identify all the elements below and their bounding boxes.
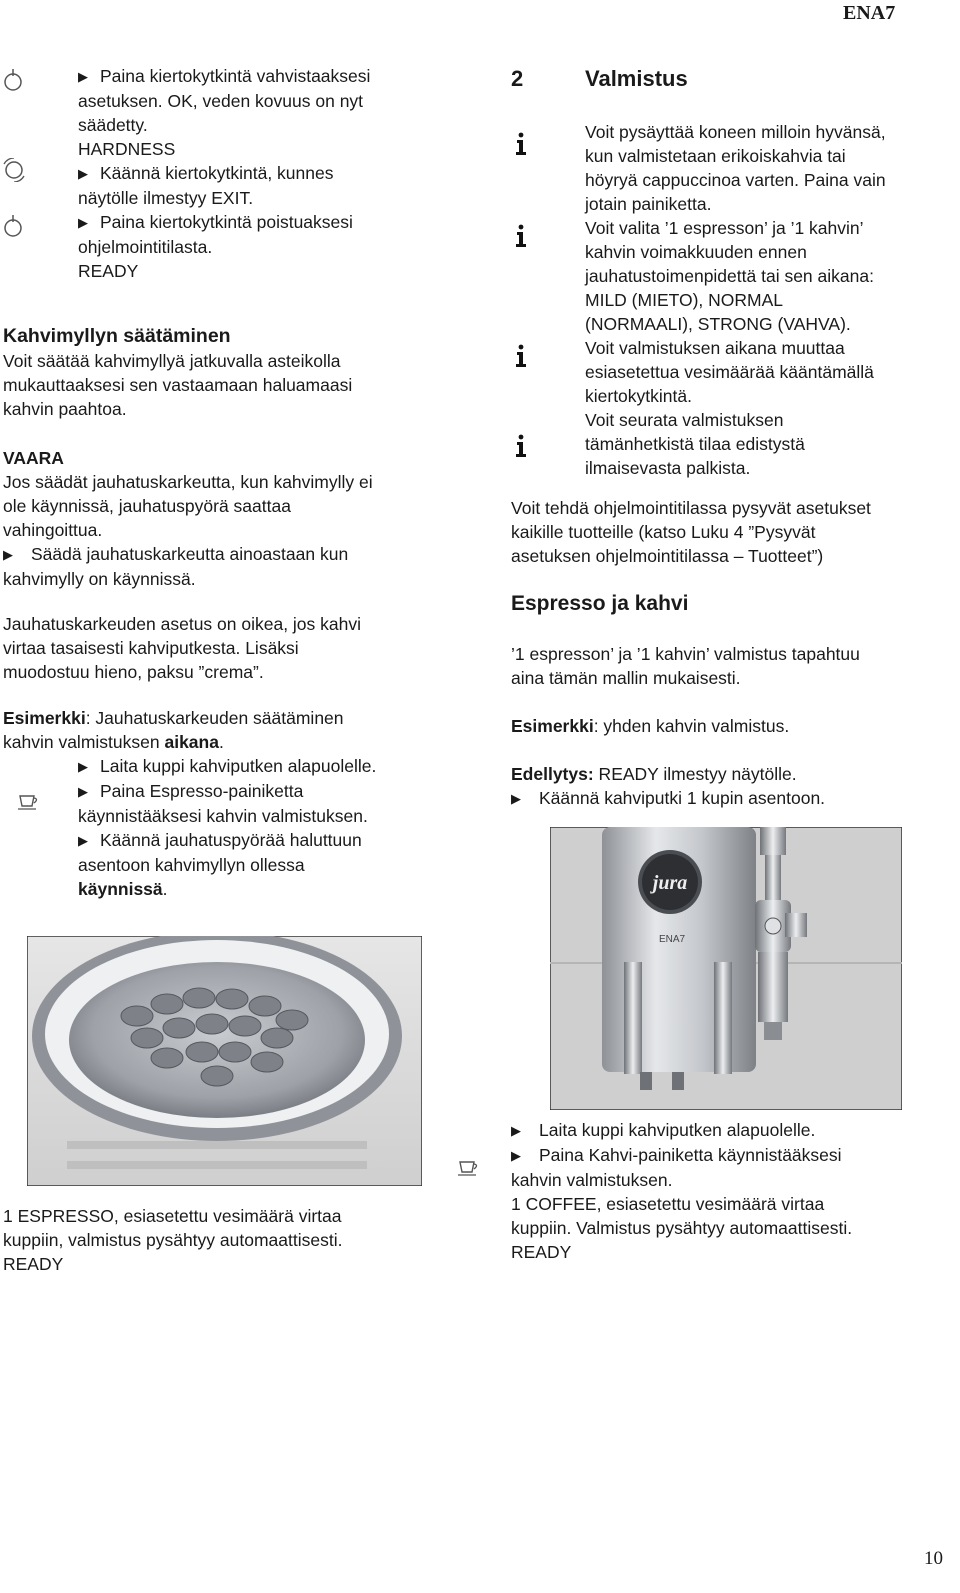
info-line: kun valmistetaan erikoiskahvia tai bbox=[585, 146, 846, 166]
info-line: MILD (MIETO), NORMAL bbox=[585, 290, 784, 310]
step-line: 1 COFFEE, esiasetettu vesimäärä virtaa bbox=[511, 1194, 825, 1214]
arrow-icon: ▶ bbox=[511, 1123, 521, 1138]
example-steps bbox=[78, 754, 458, 901]
step-line: ▶ Paina kiertokytkintä vahvistaaksesi bbox=[78, 64, 448, 89]
grinder-photo bbox=[27, 936, 422, 1186]
step-line: ▶ Käännä kahviputki 1 kupin asentoon. bbox=[511, 786, 951, 811]
step-line: ▶ Paina Kahvi-painiketta käynnistääksesi bbox=[511, 1143, 951, 1168]
step-line: kahvin valmistuksen. bbox=[511, 1170, 673, 1190]
info-line: jotain painiketta. bbox=[585, 194, 712, 214]
step-line: asetuksen. OK, veden kovuus on nyt bbox=[78, 91, 364, 111]
page-number: 10 bbox=[924, 1548, 943, 1569]
caption-line: kuppiin, valmistus pysähtyy automaattisesti. bbox=[3, 1230, 343, 1250]
paragraph-line: ’1 espresson’ ja ’1 kahvin’ valmistus tapahtuu bbox=[511, 644, 860, 664]
info-icon bbox=[513, 434, 529, 458]
info-line: (NORMAALI), STRONG (VAHVA). bbox=[585, 314, 851, 334]
section-number: 2 bbox=[511, 66, 524, 91]
info-icon bbox=[513, 344, 529, 368]
rotary-turn-icon bbox=[2, 158, 28, 182]
info-icon bbox=[513, 224, 529, 248]
info-line: esiasetettua vesimäärää kääntämällä bbox=[585, 362, 874, 382]
step-line: ohjelmointitilasta. bbox=[78, 237, 213, 257]
info-line: Voit valmistuksen aikana muuttaa bbox=[585, 338, 845, 358]
coffee-machine-photo bbox=[550, 827, 902, 1110]
step-line: ▶ Laita kuppi kahviputken alapuolelle. bbox=[78, 754, 458, 779]
espresso-title: Espresso ja kahvi bbox=[511, 592, 689, 615]
arrow-icon: ▶ bbox=[78, 784, 88, 799]
paragraph-line: ole käynnissä, jauhatuspyörä saattaa bbox=[3, 496, 291, 516]
step-line: ▶ Paina Espresso-painiketta bbox=[78, 779, 458, 804]
display-text: READY bbox=[511, 1242, 572, 1262]
paragraph-line: Jauhatuskarkeuden asetus on oikea, jos kahvi bbox=[3, 614, 362, 634]
paragraph-line: mukauttaaksesi sen vastaamaan haluamaasi bbox=[3, 375, 353, 395]
ena-label: ENA7 bbox=[658, 934, 686, 945]
info-line: tämänhetkistä tilaa edistystä bbox=[585, 434, 805, 454]
info-line: jauhatustoimenpidettä tai sen aikana: bbox=[585, 266, 874, 286]
warning-title: VAARA bbox=[3, 448, 64, 468]
caption-line: 1 ESPRESSO, esiasetettu vesimäärä virtaa bbox=[3, 1206, 342, 1226]
paragraph-line: muodostuu hieno, paksu ”crema”. bbox=[3, 662, 264, 682]
coffee-steps bbox=[511, 1118, 951, 1264]
paragraph-line: virtaa tasaisesti kahviputkesta. Lisäksi bbox=[3, 638, 299, 658]
step-line: käynnissä. bbox=[78, 879, 168, 899]
info-line: Voit pysäyttää koneen milloin hyvänsä, bbox=[585, 122, 886, 142]
info-line: kahvin voimakkuuden ennen bbox=[585, 242, 807, 262]
cup-icon bbox=[16, 790, 42, 814]
example-line: Esimerkki: yhden kahvin valmistus. bbox=[511, 716, 790, 736]
info-line: höyryä cappuccinoa varten. Paina vain bbox=[585, 170, 886, 190]
paragraph-line: kahvin paahtoa. bbox=[3, 399, 127, 419]
prereq-line: Edellytys: READY ilmestyy näytölle. bbox=[511, 764, 797, 784]
step-line: säädetty. bbox=[78, 115, 148, 135]
step-line: ▶ Käännä jauhatuspyörää haluttuun bbox=[78, 828, 458, 853]
step-line: ▶ Paina kiertokytkintä poistuaksesi bbox=[78, 210, 448, 235]
step-line: ▶ Säädä jauhatuskarkeutta ainoastaan kun bbox=[3, 542, 453, 567]
example-section bbox=[3, 706, 453, 754]
paragraph-line: Esimerkki: Jauhatuskarkeuden säätäminen bbox=[3, 708, 344, 728]
info-line: kiertokytkintä. bbox=[585, 386, 692, 406]
espresso-caption bbox=[3, 1204, 453, 1276]
paragraph-line: asetuksen ohjelmointitilassa – Tuotteet”) bbox=[511, 546, 824, 566]
paragraph-line: kahvin valmistuksen aikana. bbox=[3, 732, 224, 752]
info-line: Voit seurata valmistuksen bbox=[585, 410, 784, 430]
section-title: Kahvimyllyn säätäminen bbox=[3, 325, 231, 347]
info-icon bbox=[513, 132, 529, 156]
paragraph-line: kaikille tuotteille (katso Luku 4 ”Pysyvät bbox=[511, 522, 816, 542]
paragraph-line: Jos säädät jauhatuskarkeutta, kun kahvimylly ei bbox=[3, 472, 373, 492]
arrow-icon: ▶ bbox=[511, 791, 521, 806]
arrow-icon: ▶ bbox=[78, 69, 88, 84]
rotary-press-icon bbox=[2, 68, 28, 92]
rotary-press-icon bbox=[2, 214, 28, 238]
step-line: käynnistääksesi kahvin valmistuksen. bbox=[78, 806, 368, 826]
espresso-paragraph bbox=[511, 642, 951, 690]
arrow-icon: ▶ bbox=[78, 759, 88, 774]
display-text: READY bbox=[78, 261, 139, 281]
arrow-icon: ▶ bbox=[511, 1148, 521, 1163]
paragraph-line: aina tämän mallin mukaisesti. bbox=[511, 668, 741, 688]
cup-icon bbox=[456, 1156, 482, 1180]
warning-section bbox=[3, 446, 453, 591]
info-line: ilmaisevasta palkista. bbox=[585, 458, 751, 478]
arrow-icon: ▶ bbox=[78, 166, 88, 181]
settings-paragraph bbox=[511, 496, 951, 568]
arrow-icon: ▶ bbox=[78, 215, 88, 230]
jura-logo: jura bbox=[652, 872, 688, 894]
model-header: ENA7 bbox=[843, 2, 896, 24]
paragraph-line: Voit tehdä ohjelmointitilassa pysyvät asetukset bbox=[511, 498, 871, 518]
step-line: ▶ Laita kuppi kahviputken alapuolelle. bbox=[511, 1118, 951, 1143]
step-line: asentoon kahvimyllyn ollessa bbox=[78, 855, 305, 875]
display-text: HARDNESS bbox=[78, 139, 176, 159]
info-notes bbox=[585, 120, 955, 480]
grinder-section bbox=[3, 323, 453, 421]
steps-block bbox=[78, 64, 448, 283]
paragraph-line: Voit säätää kahvimyllyä jatkuvalla asteikolla bbox=[3, 351, 341, 371]
note-section bbox=[3, 612, 453, 684]
display-text: READY bbox=[3, 1254, 64, 1274]
arrow-icon: ▶ bbox=[78, 833, 88, 848]
paragraph-line: vahingoittua. bbox=[3, 520, 103, 540]
paragraph-line: kahvimylly on käynnissä. bbox=[3, 569, 196, 589]
step-line: näytölle ilmestyy EXIT. bbox=[78, 188, 254, 208]
step-line: ▶ Käännä kiertokytkintä, kunnes bbox=[78, 161, 448, 186]
section-title: Valmistus bbox=[585, 66, 688, 91]
info-line: Voit valita ’1 espresson’ ja ’1 kahvin’ bbox=[585, 218, 864, 238]
arrow-icon: ▶ bbox=[3, 547, 13, 562]
prerequisite bbox=[511, 762, 951, 811]
step-line: kuppiin. Valmistus pysähtyy automaattisesti. bbox=[511, 1218, 853, 1238]
